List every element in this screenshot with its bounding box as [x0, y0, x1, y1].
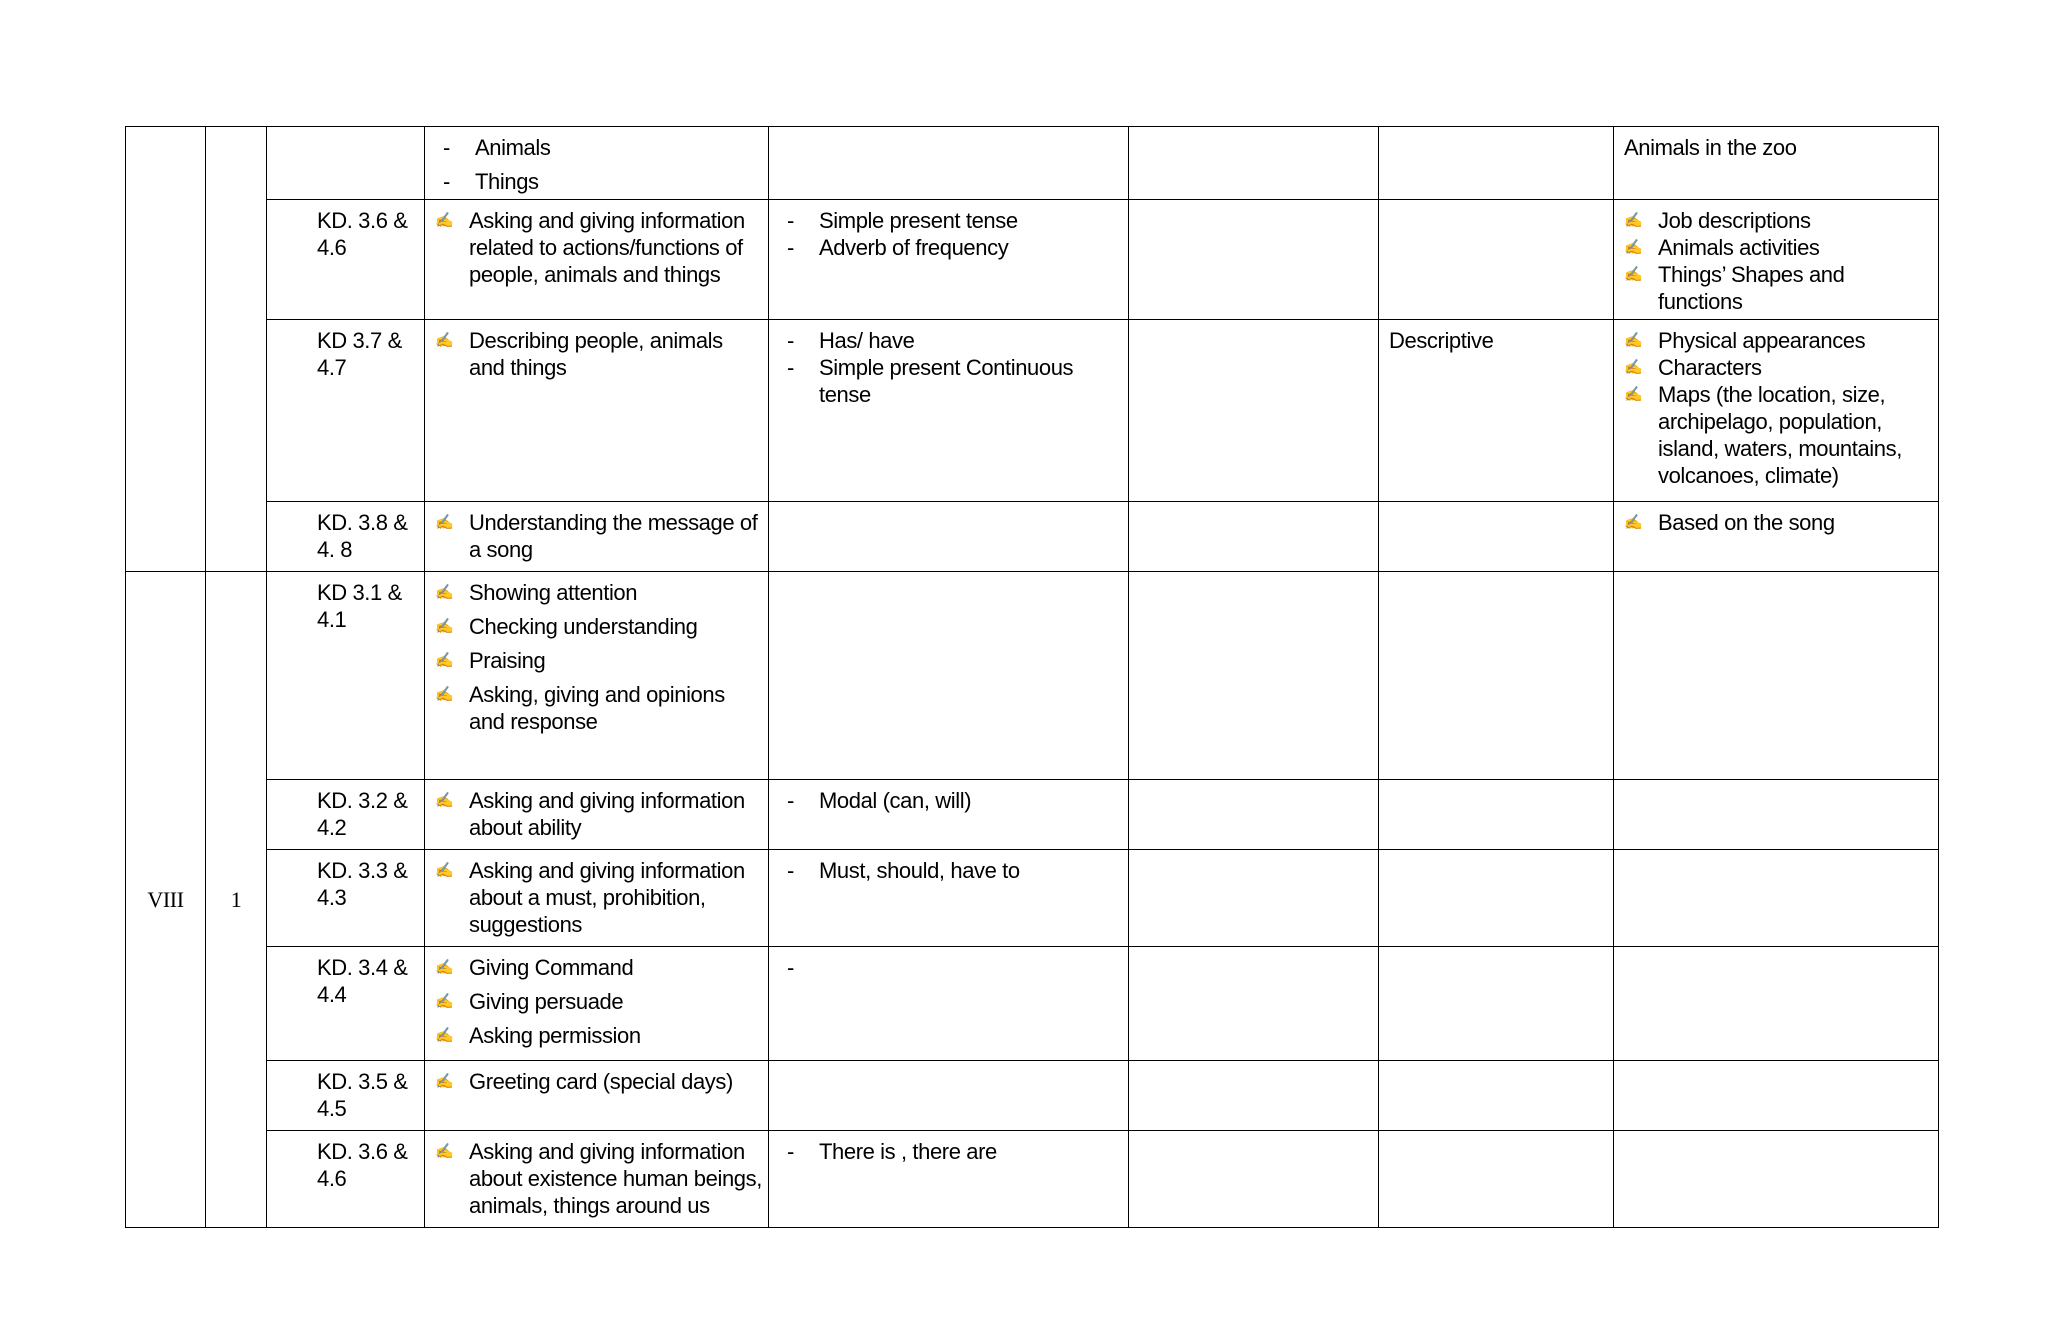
text-cell: [1379, 572, 1614, 780]
kd-label: KD. 3.3 & 4.3: [317, 858, 408, 910]
writing-hand-icon: ✍: [1624, 239, 1643, 256]
table-row: [126, 850, 1939, 947]
list-item: ✍ Checking understanding: [435, 614, 698, 639]
empty-cell: [1129, 572, 1379, 780]
list-item: - Things: [443, 169, 539, 194]
grade-cell: VIII: [126, 572, 206, 1228]
list-item: ✍ Praising: [435, 648, 546, 673]
table-row: [126, 127, 1939, 200]
table-row: [126, 780, 1939, 850]
topics-cell: [1614, 200, 1939, 320]
list-item: ✍ Asking and giving information related to actions/functions of people, animals and things: [435, 208, 745, 287]
empty-cell: [1129, 947, 1379, 1061]
list-item: ✍ Showing attention: [435, 580, 638, 605]
kd-cell: [267, 572, 425, 780]
structures-cell: [769, 320, 1129, 502]
kd-cell: [267, 947, 425, 1061]
list-item: ✍ Describing people, animals and things: [435, 328, 723, 380]
list-item: ✍ Physical appearances: [1624, 328, 1866, 353]
list-item: ✍ Asking and giving information about a must, prohibition, suggestions: [435, 858, 745, 937]
structures-cell: [769, 127, 1129, 200]
topics-cell: [1614, 572, 1939, 780]
grade-cell-empty: [126, 127, 206, 572]
structures-cell: [769, 200, 1129, 320]
kd-label: KD. 3.6 & 4.6: [317, 1139, 408, 1191]
topic-text: Animals in the zoo: [1624, 135, 1797, 160]
list-item: - Modal (can, will): [787, 788, 972, 813]
kd-cell: [267, 502, 425, 572]
functions-cell: [425, 947, 769, 1061]
kd-label: KD. 3.5 & 4.5: [317, 1069, 408, 1121]
topics-cell: [1614, 127, 1939, 200]
topics-cell: [1614, 780, 1939, 850]
structures-cell: [769, 1061, 1129, 1131]
list-item: ✍ Giving Command: [435, 955, 634, 980]
structures-cell: [769, 1131, 1129, 1228]
list-item: ✍ Characters: [1624, 355, 1762, 380]
dash-icon: -: [787, 208, 794, 233]
structures-cell: [769, 502, 1129, 572]
writing-hand-icon: ✍: [1624, 332, 1643, 349]
writing-hand-icon: ✍: [435, 1073, 454, 1090]
kd-label: KD 3.1 & 4.1: [317, 580, 402, 632]
table-row: [126, 200, 1939, 320]
text-cell: [1379, 127, 1614, 200]
text-cell: [1379, 502, 1614, 572]
writing-hand-icon: ✍: [435, 993, 454, 1010]
topics-cell: [1614, 320, 1939, 502]
list-item: ✍ Things’ Shapes and functions: [1624, 262, 1845, 314]
topics-cell: [1614, 850, 1939, 947]
list-item: ✍ Animals activities: [1624, 235, 1820, 260]
writing-hand-icon: ✍: [435, 618, 454, 635]
semester-cell: 1: [206, 572, 267, 1228]
functions-cell: [425, 1131, 769, 1228]
kd-cell: [267, 320, 425, 502]
text-cell: [1379, 780, 1614, 850]
empty-cell: [1129, 780, 1379, 850]
functions-cell: [425, 1061, 769, 1131]
empty-cell: [1129, 127, 1379, 200]
empty-cell: [1129, 1131, 1379, 1228]
kd-cell: [267, 200, 425, 320]
table-row: [126, 1061, 1939, 1131]
table-row: [126, 572, 1939, 780]
writing-hand-icon: ✍: [435, 584, 454, 601]
writing-hand-icon: ✍: [435, 792, 454, 809]
kd-cell: [267, 1131, 425, 1228]
list-item: ✍ Asking and giving information about ability: [435, 788, 745, 840]
kd-label: KD. 3.8 & 4. 8: [317, 510, 408, 562]
text-cell: [1379, 200, 1614, 320]
writing-hand-icon: ✍: [435, 959, 454, 976]
list-item: ✍ Asking, giving and opinions and response: [435, 682, 725, 734]
writing-hand-icon: ✍: [1624, 359, 1643, 376]
list-item: ✍ Asking permission: [435, 1023, 641, 1048]
writing-hand-icon: ✍: [435, 686, 454, 703]
semester-cell-empty: [206, 127, 267, 572]
kd-cell: [267, 1061, 425, 1131]
dash-icon: -: [787, 355, 794, 380]
writing-hand-icon: ✍: [1624, 386, 1643, 403]
topics-cell: [1614, 1131, 1939, 1228]
functions-cell: [425, 850, 769, 947]
writing-hand-icon: ✍: [435, 1143, 454, 1160]
list-item: ✍ Job descriptions: [1624, 208, 1811, 233]
functions-cell: [425, 320, 769, 502]
functions-cell: [425, 780, 769, 850]
dash-icon: -: [787, 858, 794, 883]
empty-cell: [1129, 200, 1379, 320]
dash-icon: -: [787, 1139, 794, 1164]
writing-hand-icon: ✍: [435, 514, 454, 531]
functions-cell: [425, 200, 769, 320]
list-item: - Simple present tense: [787, 208, 1018, 233]
list-item: - Adverb of frequency: [787, 235, 1009, 260]
writing-hand-icon: ✍: [1624, 212, 1643, 229]
kd-label: KD 3.7 & 4.7: [317, 328, 402, 380]
table-row: [126, 502, 1939, 572]
writing-hand-icon: ✍: [435, 212, 454, 229]
list-item: - Has/ have: [787, 328, 915, 353]
text-cell: [1379, 320, 1614, 502]
kd-cell: [267, 850, 425, 947]
structures-cell: [769, 780, 1129, 850]
dash-icon: -: [787, 788, 794, 813]
table-row: [126, 1131, 1939, 1228]
topics-cell: [1614, 947, 1939, 1061]
writing-hand-icon: ✍: [435, 862, 454, 879]
empty-cell: [1129, 1061, 1379, 1131]
list-item: ✍ Greeting card (special days): [435, 1069, 733, 1094]
materials-list: [435, 134, 762, 195]
functions-cell: [425, 502, 769, 572]
list-item: ✍ Asking and giving information about existence human beings, animals, things around us: [435, 1139, 762, 1218]
topics-cell: [1614, 1061, 1939, 1131]
list-item: ✍ Understanding the message of a song: [435, 510, 758, 562]
structures-cell: [769, 572, 1129, 780]
syllabus-table: [125, 126, 1939, 1228]
list-item: ✍ Based on the song: [1624, 510, 1835, 535]
functions-cell: [425, 127, 769, 200]
list-item: ✍ Giving persuade: [435, 989, 624, 1014]
empty-cell: [1129, 502, 1379, 572]
kd-label: KD. 3.2 & 4.2: [317, 788, 408, 840]
structures-cell: [769, 850, 1129, 947]
list-item: - Animals: [443, 135, 551, 160]
table-row: [126, 947, 1939, 1061]
writing-hand-icon: ✍: [435, 332, 454, 349]
dash-icon: -: [787, 235, 794, 260]
list-item: - There is , there are: [787, 1139, 997, 1164]
dash-icon: -: [443, 135, 450, 160]
kd-label: KD. 3.6 & 4.6: [317, 208, 408, 260]
list-item: - Must, should, have to: [787, 858, 1020, 883]
topics-cell: [1614, 502, 1939, 572]
empty-cell: [1129, 320, 1379, 502]
dash-icon: -: [787, 955, 794, 980]
writing-hand-icon: ✍: [435, 1027, 454, 1044]
text-cell: [1379, 850, 1614, 947]
functions-cell: [425, 572, 769, 780]
list-item: - Simple present Continuous tense: [787, 355, 1074, 407]
kd-cell: [267, 780, 425, 850]
dash-icon: -: [787, 328, 794, 353]
kd-label: KD. 3.4 & 4.4: [317, 955, 408, 1007]
text-cell: [1379, 1131, 1614, 1228]
text-cell: [1379, 1061, 1614, 1131]
writing-hand-icon: ✍: [1624, 514, 1643, 531]
text-cell: [1379, 947, 1614, 1061]
text-type: Descriptive: [1389, 328, 1494, 353]
list-item: ✍ Maps (the location, size, archipelago, population, island, waters, mountains, volcanoes, climate): [1624, 382, 1902, 488]
dash-icon: -: [443, 169, 450, 194]
table-row: [126, 320, 1939, 502]
writing-hand-icon: ✍: [435, 652, 454, 669]
structures-cell: [769, 947, 1129, 1061]
writing-hand-icon: ✍: [1624, 266, 1643, 283]
empty-cell: [1129, 850, 1379, 947]
kd-cell: [267, 127, 425, 200]
